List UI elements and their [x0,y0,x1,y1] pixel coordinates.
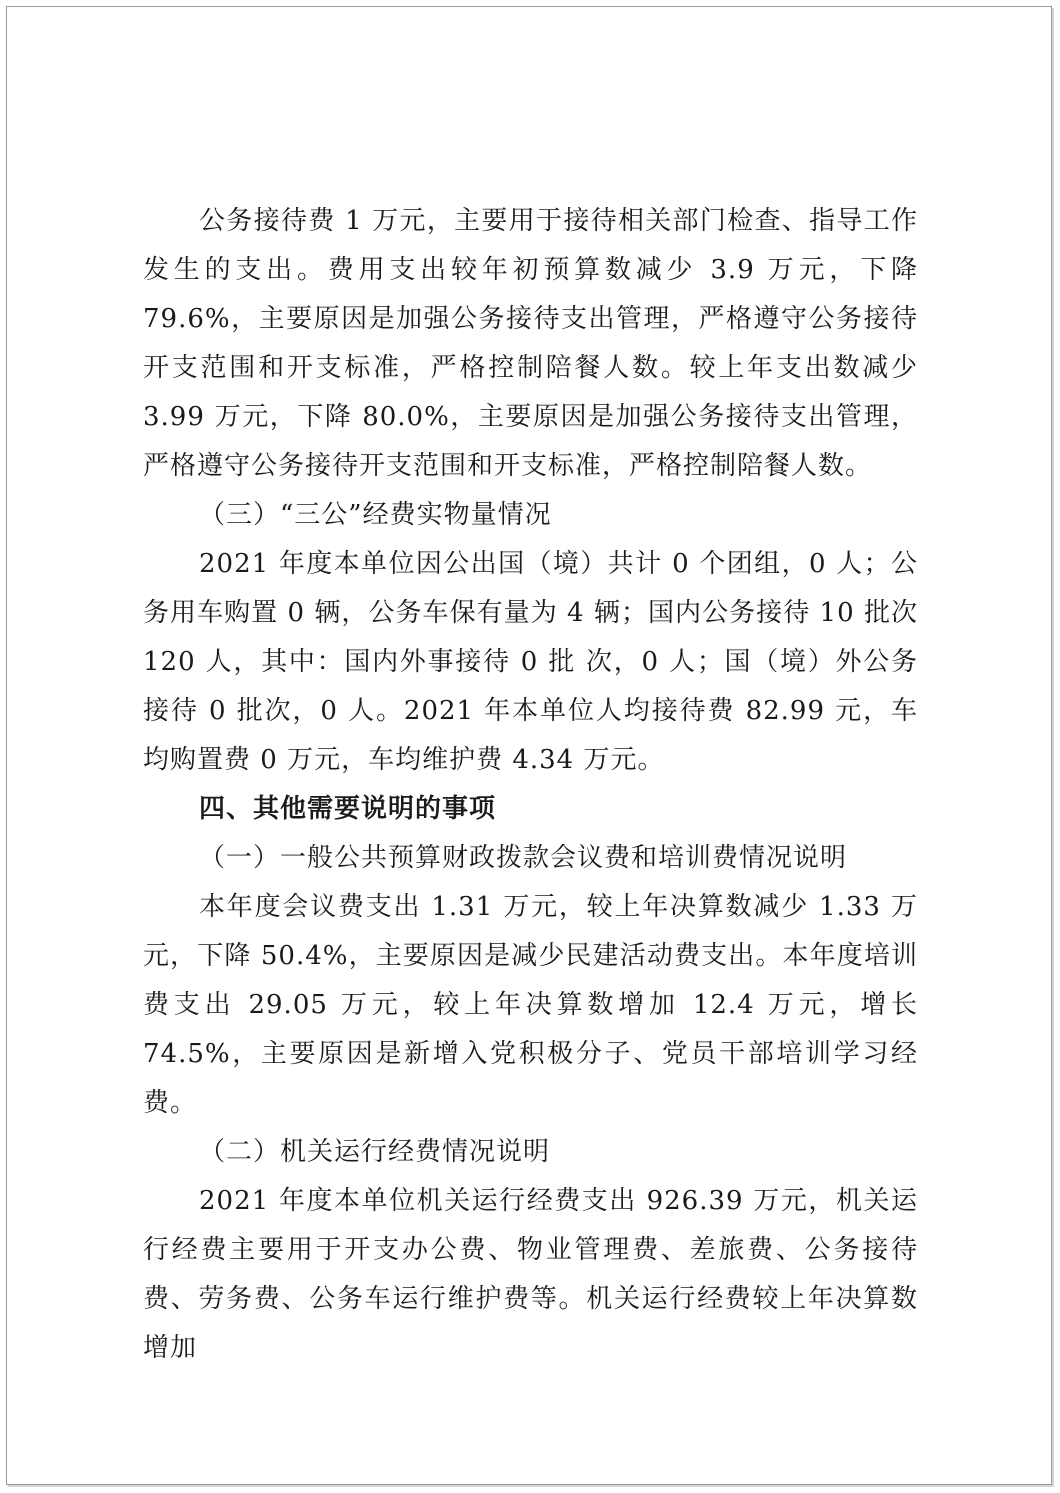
section-three-heading: （三）“三公”经费实物量情况 [199,500,552,530]
part-four-heading: 四、其他需要说明的事项 [199,794,497,824]
subsection-two-heading: （二）机关运行经费情况说明 [199,1137,551,1167]
paragraph-reception-expense: 公务接待费 1 万元，主要用于接待相关部门检查、指导工作发生的支出。费用支出较年初预算数减少 3.9 万元，下降 79.6%，主要原因是加强公务接待支出管理，严格遵守公务接待开支范围和开支标准，严格控制陪餐人数。较上年支出数减少 3.99 万元，下降 80.0%，主要原因是加强公务接待支出管理，严格遵守公务接待开支范围和开支标准，严格控制陪餐人数。 [143,206,918,481]
subsection-one-heading: （一）一般公共预算财政拨款会议费和培训费情况说明 [199,843,848,873]
document-body [143,197,918,1373]
paragraph-meeting-training: 本年度会议费支出 1.31 万元，较上年决算数减少 1.33 万元，下降 50.4%，主要原因是减少民建活动费支出。本年度培训费支出 29.05 万元，较上年决算数增加 12.4 万元，增长 74.5%，主要原因是新增入党积极分子、党员干部培训学习经费。 [143,892,918,1118]
paragraph-physical-quantity: 2021 年度本单位因公出国（境）共计 0 个团组，0 人；公务用车购置 0 辆，公务车保有量为 4 辆；国内公务接待 10 批次 120 人，其中：国内外事接待 0 批 次，0 人；国（境）外公务接待 0 批次，0 人。2021 年本单位人均接待费 82.99 元，车均购置费 0 万元，车均维护费 4.34 万元。 [143,549,918,775]
paragraph-operating-expense: 2021 年度本单位机关运行经费支出 926.39 万元，机关运行经费主要用于开支办公费、物业管理费、差旅费、公务接待费、劳务费、公务车运行维护费等。机关运行经费较上年决算数增加 [143,1186,918,1363]
